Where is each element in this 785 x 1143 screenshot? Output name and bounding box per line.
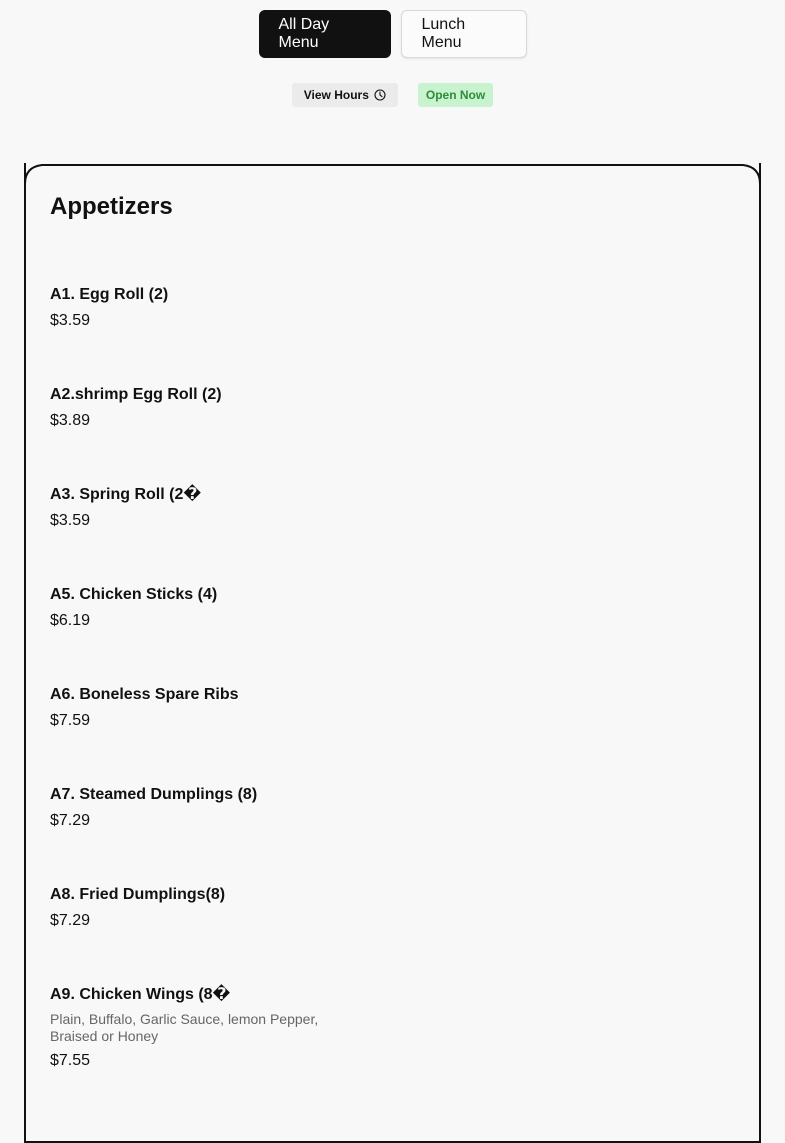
item-name: A7. Steamed Dumplings (8) — [50, 786, 258, 803]
view-hours-button[interactable] — [292, 83, 398, 107]
item-name: A5. Chicken Sticks (4) — [50, 586, 218, 603]
menu-tabs — [0, 10, 785, 58]
menu-item[interactable] — [50, 385, 350, 431]
menu-item[interactable] — [50, 585, 350, 631]
item-name: A9. Chicken Wings (8� — [50, 986, 231, 1003]
item-name: A1. Egg Roll (2) — [50, 286, 169, 303]
tab-all-day-menu[interactable]: All Day Menu — [259, 10, 391, 58]
item-name: A6. Boneless Spare Ribs — [50, 686, 239, 703]
item-price: $7.29 — [50, 812, 91, 829]
section-title: Appetizers — [50, 193, 173, 220]
item-price: $3.59 — [50, 312, 91, 329]
menu-item[interactable] — [50, 885, 350, 931]
menu-item[interactable] — [50, 685, 350, 731]
status-row — [0, 83, 785, 107]
item-name: A2.shrimp Egg Roll (2) — [50, 386, 222, 403]
menu-item[interactable] — [50, 285, 350, 331]
menu-item[interactable] — [50, 785, 350, 831]
item-price: $6.19 — [50, 612, 91, 629]
item-name: A8. Fried Dumplings(8) — [50, 886, 226, 903]
item-description: Plain, Buffalo, Garlic Sauce, lemon Pepper, Braised or Honey — [50, 1011, 319, 1044]
item-price: $3.89 — [50, 412, 91, 429]
tab-lunch-menu[interactable]: Lunch Menu — [401, 10, 527, 58]
open-status-badge: Open Now — [418, 83, 493, 107]
menu-item[interactable] — [50, 985, 350, 1071]
item-name: A3. Spring Roll (2� — [50, 486, 202, 503]
item-price: $7.29 — [50, 912, 91, 929]
view-hours-label: View Hours — [303, 88, 369, 102]
item-price: $7.59 — [50, 712, 91, 729]
item-price: $3.59 — [50, 512, 91, 529]
menu-item[interactable] — [50, 485, 350, 531]
item-price: $7.55 — [50, 1052, 91, 1069]
clock-icon — [374, 89, 386, 101]
